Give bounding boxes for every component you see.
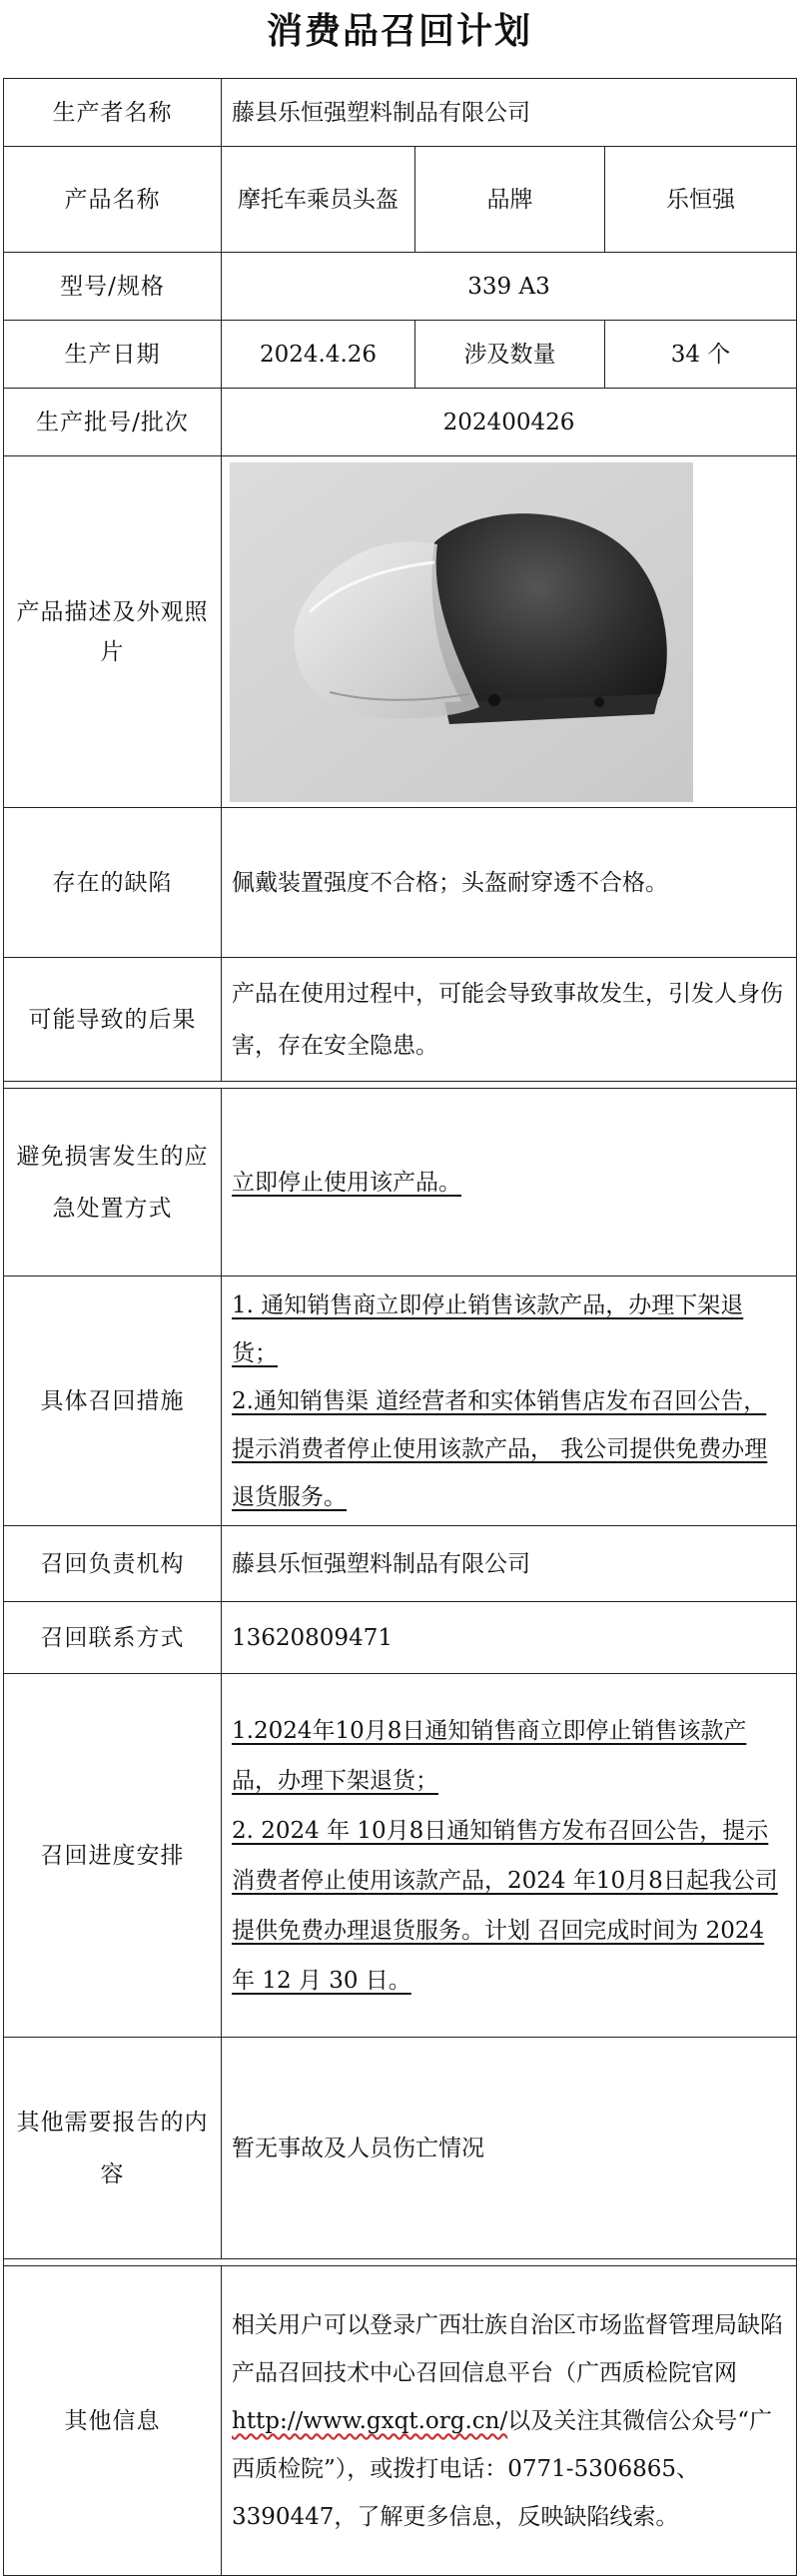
label-measures: 具体召回措施 bbox=[4, 1277, 222, 1526]
recall-plan-table bbox=[3, 78, 797, 2576]
label-emergency: 避免损害发生的应急处置方式 bbox=[4, 1089, 222, 1277]
row-date bbox=[4, 321, 797, 389]
value-contact: 13620809471 bbox=[222, 1602, 797, 1674]
row-measures bbox=[4, 1277, 797, 1526]
value-batch: 202400426 bbox=[222, 389, 797, 456]
row-model bbox=[4, 253, 797, 321]
other-info-text-1: 相关用户可以登录广西壮族自治区市场监督管理局缺陷产品召回技术中心召回信息平台（广西质检院官网 bbox=[232, 2311, 783, 2386]
value-quantity: 34 个 bbox=[605, 321, 797, 389]
row-gap bbox=[4, 1082, 797, 1089]
value-defect: 佩戴装置强度不合格；头盔耐穿透不合格。 bbox=[222, 808, 797, 958]
label-model: 型号/规格 bbox=[4, 253, 222, 321]
label-contact: 召回联系方式 bbox=[4, 1602, 222, 1674]
row-contact bbox=[4, 1602, 797, 1674]
label-brand: 品牌 bbox=[415, 147, 605, 253]
value-model: 339 A3 bbox=[222, 253, 797, 321]
value-brand: 乐恒强 bbox=[605, 147, 797, 253]
value-consequence: 产品在使用过程中，可能会导致事故发生，引发人身伤害，存在安全隐患。 bbox=[222, 958, 797, 1082]
value-date: 2024.4.26 bbox=[222, 321, 415, 389]
row-consequence bbox=[4, 958, 797, 1082]
label-defect: 存在的缺陷 bbox=[4, 808, 222, 958]
other-info-text-2: 以及关注其微信公众号“广西质检院”），或拨打电话：0771-5306865、3390447，了解更多信息，反映缺陷线索。 bbox=[232, 2407, 772, 2530]
row-emergency bbox=[4, 1089, 797, 1277]
label-other-info: 其他信息 bbox=[4, 2266, 222, 2576]
row-responsible bbox=[4, 1526, 797, 1602]
row-other-report bbox=[4, 2038, 797, 2259]
value-emergency: 立即停止使用该产品。 bbox=[232, 1169, 461, 1196]
schedule-item-2: 2. 2024 年 10月8日通知销售方发布召回公告，提示消费者停止使用该款产品，2024 年10月8日起我公司提供免费办理退货服务。计划 召回完成时间为 2024 年 12 月 30 日。 bbox=[232, 1817, 778, 1994]
row-batch bbox=[4, 389, 797, 456]
row-gap-2 bbox=[4, 2259, 797, 2266]
label-responsible: 召回负责机构 bbox=[4, 1526, 222, 1602]
value-product: 摩托车乘员头盔 bbox=[222, 147, 415, 253]
value-manufacturer: 藤县乐恒强塑料制品有限公司 bbox=[222, 79, 797, 147]
row-manufacturer bbox=[4, 79, 797, 147]
row-schedule bbox=[4, 1674, 797, 2038]
label-date: 生产日期 bbox=[4, 321, 222, 389]
label-quantity: 涉及数量 bbox=[415, 321, 605, 389]
page-title: 消费品召回计划 bbox=[266, 10, 532, 52]
measures-item-1: 1. 通知销售商立即停止销售该款产品，办理下架退货； bbox=[232, 1291, 744, 1366]
row-defect bbox=[4, 808, 797, 958]
gxqt-link[interactable]: http://www.gxqt.org.cn/ bbox=[232, 2407, 508, 2434]
label-product: 产品名称 bbox=[4, 147, 222, 253]
label-photo: 产品描述及外观照片 bbox=[4, 456, 222, 808]
row-photo bbox=[4, 456, 797, 808]
label-manufacturer: 生产者名称 bbox=[4, 79, 222, 147]
label-schedule: 召回进度安排 bbox=[4, 1674, 222, 2038]
label-consequence: 可能导致的后果 bbox=[4, 958, 222, 1082]
photo-cell bbox=[222, 456, 797, 808]
label-batch: 生产批号/批次 bbox=[4, 389, 222, 456]
schedule-item-1: 1.2024年10月8日通知销售商立即停止销售该款产品，办理下架退货； bbox=[232, 1717, 747, 1794]
helmet-photo bbox=[230, 462, 693, 802]
label-other-report: 其他需要报告的内容 bbox=[4, 2038, 222, 2259]
measures-item-2: 2.通知销售渠 道经营者和实体销售店发布召回公告，提示消费者停止使用该款产品， 我公司提供免费办理退货服务。 bbox=[232, 1387, 768, 1510]
value-other-report: 暂无事故及人员伤亡情况 bbox=[222, 2038, 797, 2259]
row-other-info bbox=[4, 2266, 797, 2576]
value-responsible: 藤县乐恒强塑料制品有限公司 bbox=[222, 1526, 797, 1602]
row-product bbox=[4, 147, 797, 253]
